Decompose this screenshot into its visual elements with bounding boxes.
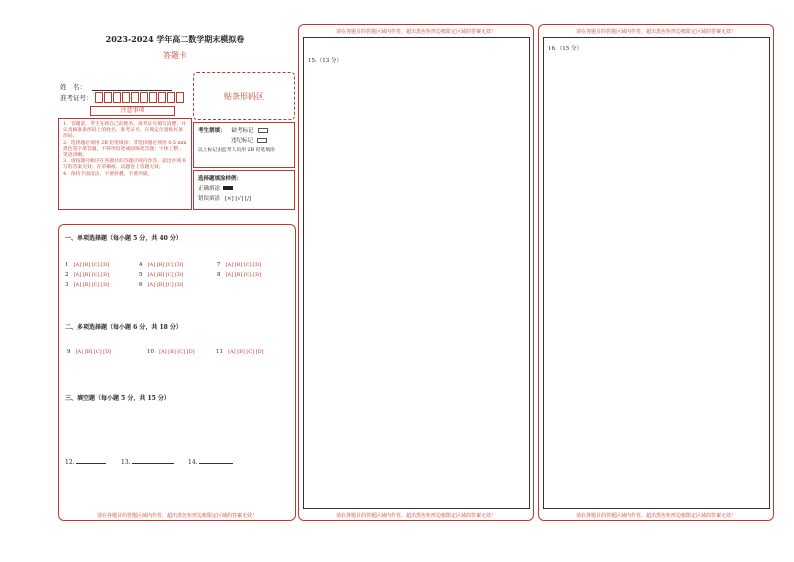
warning-text: 请在各题目的答题区域内作答，超出黑色矩形边框限定区域的答案无效！ [96,513,257,519]
qnum: 4 [139,262,143,268]
qnum: 6 [139,282,143,288]
choice-options[interactable]: [A] [B] [C] [D] [225,262,262,268]
notice-title: 注意事项 [90,106,175,116]
q16-label: 16.（15 分） [548,46,582,52]
blank-num: 14. [188,459,198,466]
choice-options[interactable]: [A] [B] [C] [D] [147,282,184,288]
warning-text: 请在各题目的答题区域内作答，超出黑色矩形边框限定区域的答案无效！ [335,513,496,519]
q15-answer-area[interactable] [303,37,530,509]
notice-box [58,118,192,210]
warning-text: 请在各题目的答题区域内作答，超出黑色矩形边框限定区域的答案无效！ [575,29,736,35]
choice-options[interactable]: [A] [B] [C] [D] [75,349,112,355]
warning-text: 请在各题目的答题区域内作答，超出黑色矩形边框限定区域的答案无效！ [335,29,496,35]
section1-title: 一、单项选择题（每小题 5 分，共 40 分） [65,235,182,242]
absent-checkbox[interactable] [258,128,268,133]
barcode-area [193,72,295,120]
qnum: 2 [65,272,69,278]
qnum: 11 [216,349,223,355]
qnum: 8 [217,272,221,278]
mark-box [193,122,295,168]
notice-item: 1．答题前，考生先将自己的姓名、准考证号填写清楚，并认真核准条形码上的姓名、准考证号，在规定位置贴好条形码。 [63,122,186,140]
q15-label: 15.（13 分） [308,58,342,64]
blank-13[interactable] [121,459,174,466]
section3-title: 三、填空题（每小题 5 分，共 15 分） [65,395,170,402]
q-row-10 [147,338,195,357]
answer-card-label: 答题卡 [163,51,187,60]
name-label: 姓 名： [60,83,86,91]
warning-text: 请在各题目的答题区域内作答，超出黑色矩形边框限定区域的答案无效！ [575,513,736,519]
id-boxes[interactable] [95,92,185,103]
q-group-3 [217,251,262,278]
violation-label: 违纪标记 [231,138,254,144]
choice-options[interactable]: [A] [B] [C] [D] [147,272,184,278]
wrong-fill-label: 错误填涂 [198,196,221,202]
choice-options[interactable]: [A] [B] [C] [D] [159,349,195,355]
choice-options[interactable]: [A] [B] [C] [D] [73,262,110,268]
barcode-label: 贴条形码区 [224,91,264,101]
qnum: 7 [217,262,221,268]
exam-title: 2023-2024 学年高二数学期末模拟卷 [105,34,245,44]
fill-example-box [193,170,295,210]
qnum: 9 [67,349,71,355]
qnum: 1 [65,262,69,268]
q16-answer-area[interactable] [543,37,770,509]
blank-14[interactable] [188,459,233,466]
wrong-fill-marks: [×] [√] [/] [224,196,252,202]
q16-panel [538,24,774,521]
notice-item: 2．选择题必须用 2B 铅笔填涂；非选择题必须用 0.5 mm 黑色签字笔答题，不得用铅笔或圆珠笔答题；字体工整、笔迹清晰。 [63,140,187,159]
choice-options[interactable]: [A] [B] [C] [D] [228,349,264,355]
correct-fill-label: 正确填涂 [198,186,221,192]
correct-fill-sample [223,186,233,190]
blank-num: 12. [65,459,75,466]
name-field[interactable] [92,90,172,91]
id-label: 准考证号： [60,94,93,102]
mark-note: 以上标记由监考人员用 2B 铅笔填涂 [198,148,275,153]
violation-checkbox[interactable] [257,138,267,143]
qnum: 10 [147,349,154,355]
qnum: 3 [65,282,69,288]
q-group-2 [139,251,184,288]
q-group-1 [65,251,110,288]
absent-label: 缺考标记 [231,128,254,134]
objective-answer-panel [58,224,296,521]
choice-options[interactable]: [A] [B] [C] [D] [73,282,110,288]
blank-12[interactable] [65,459,106,466]
notice-item: 3．请按题号顺序在各题目的答题区域内作答，超出区域书写的答案无效；在草稿纸、试题卷上答题无效。 [63,159,186,171]
choice-options[interactable]: [A] [B] [C] [D] [147,262,184,268]
notice-item: 4．保持卡面清洁，不要折叠、不要弄破。 [63,171,153,177]
section2-title: 二、多项选择题（每小题 6 分，共 18 分） [65,324,182,331]
q15-panel [298,24,534,521]
qnum: 5 [139,272,143,278]
blank-num: 13. [121,459,131,466]
choice-options[interactable]: [A] [B] [C] [D] [225,272,262,278]
q-row-9 [67,338,111,357]
choice-options[interactable]: [A] [B] [C] [D] [73,272,110,278]
q-row-11 [216,338,264,357]
mark-label: 考生禁填： [198,128,226,134]
fill-example-title: 选择题填涂样例： [198,176,243,182]
